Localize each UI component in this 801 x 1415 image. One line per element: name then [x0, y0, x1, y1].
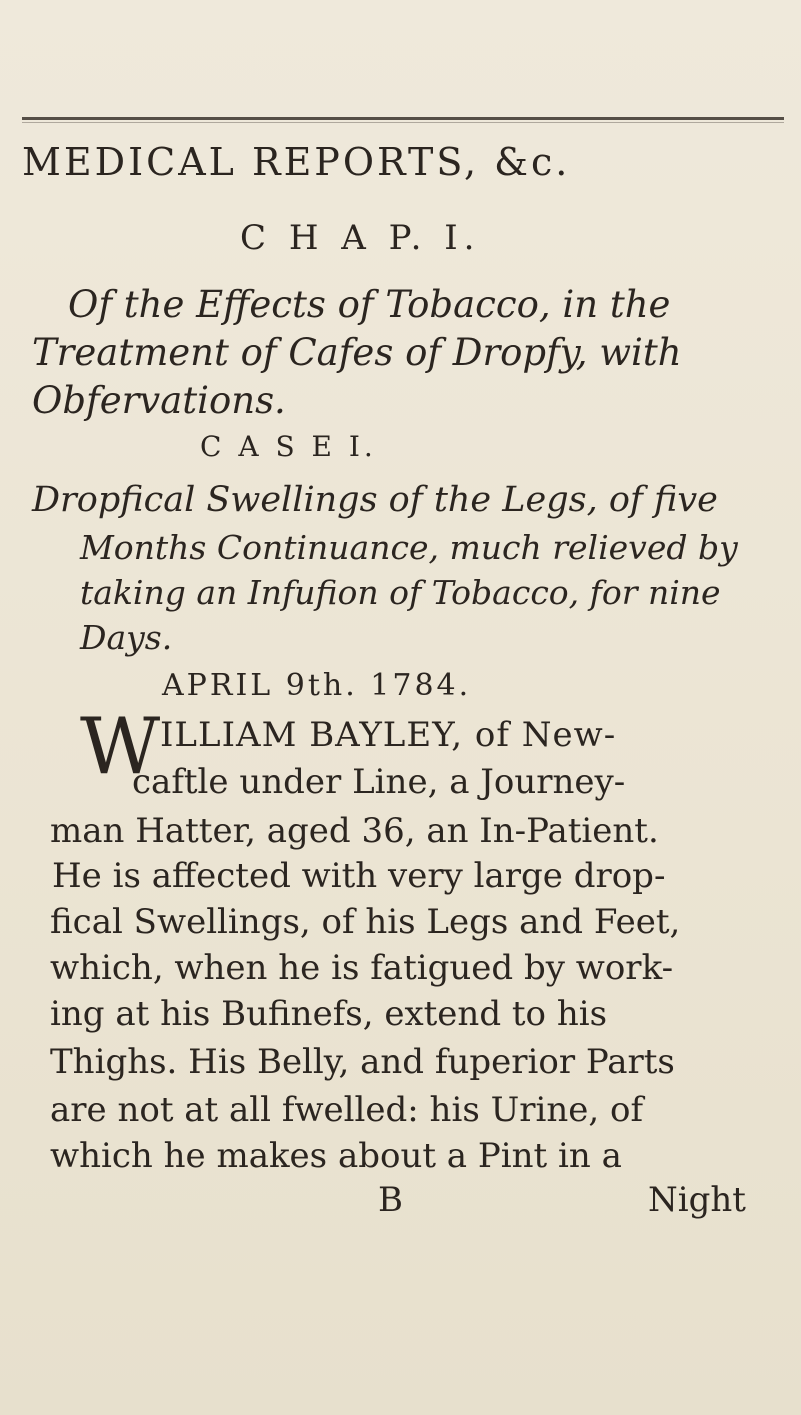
catchword: Night	[648, 1180, 746, 1220]
case-title-line: Months Continuance, much relieved by	[80, 528, 738, 567]
header-rule-thin	[22, 122, 784, 123]
chapter-title-line: Of the Effects of Tobacco, in the	[68, 283, 671, 326]
body-line: man Hatter, aged 36, an In-Patient.	[50, 811, 659, 851]
body-line: which, when he is fatigued by work-	[50, 948, 674, 988]
drop-cap: W	[80, 702, 161, 792]
body-line: which he makes about a Pint in a	[50, 1136, 622, 1176]
header-rule	[22, 117, 784, 120]
body-line: caftle under Line, a Journey-	[132, 762, 626, 802]
case-heading: C A S E I.	[200, 430, 377, 463]
chapter-title-line: Treatment of Cafes of Dropfy, with	[32, 331, 682, 374]
body-line: are not at all fwelled: his Urine, of	[50, 1090, 644, 1130]
chapter-heading: C H A P. I.	[240, 218, 481, 258]
case-title-line: taking an Infufion of Tobacco, for nine	[80, 573, 721, 612]
body-line: He is affected with very large drop-	[52, 856, 666, 896]
running-title: MEDICAL REPORTS, &c.	[22, 140, 571, 184]
body-line: Thighs. His Belly, and fuperior Parts	[50, 1042, 675, 1082]
body-line: fical Swellings, of his Legs and Feet,	[50, 902, 681, 942]
body-line: ILLIAM BAYLEY, of New-	[160, 715, 617, 755]
signature-mark: B	[378, 1180, 403, 1220]
case-title-line: Dropfical Swellings of the Legs, of five	[32, 480, 718, 520]
case-title-line: Days.	[80, 618, 173, 657]
body-line: ing at his Bufinefs, extend to his	[50, 994, 608, 1034]
chapter-title-line: Obfervations.	[32, 379, 286, 422]
date-line: APRIL 9th. 1784.	[162, 668, 472, 703]
